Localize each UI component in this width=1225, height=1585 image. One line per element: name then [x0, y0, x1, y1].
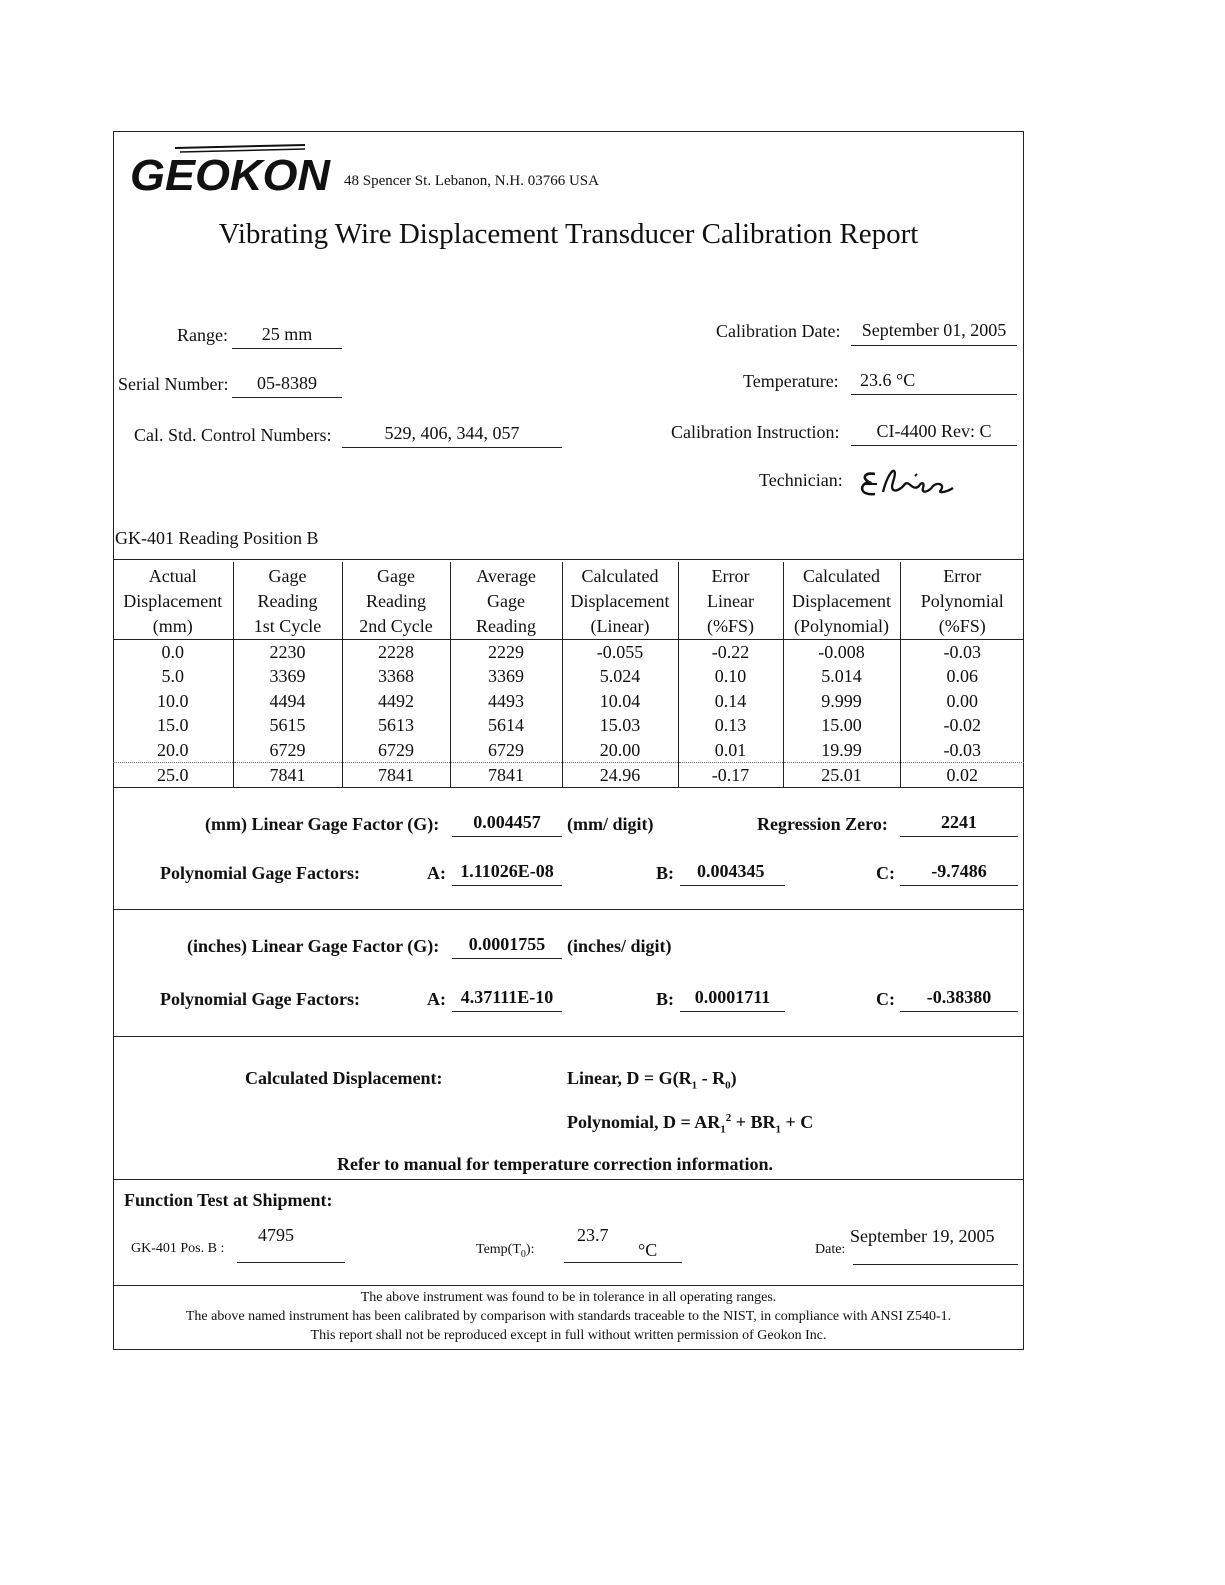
table-cell: 0.10: [678, 664, 783, 688]
table-cell: 0.02: [900, 763, 1024, 788]
inch-poly-a-value: 4.37111E-10: [452, 987, 562, 1012]
table-cell: 20.0: [157, 739, 189, 760]
table-cell: 0.06: [900, 664, 1024, 688]
table-cell: 0.0: [161, 642, 184, 662]
inch-linear-gage-factor-value: 0.0001755: [452, 934, 562, 959]
technician-label: Technician:: [759, 470, 843, 490]
table-cell: 0.13: [678, 713, 783, 737]
temp-t0-label: $Temp(T_0)$:: [476, 1242, 535, 1260]
table-cell: 20.00: [562, 738, 678, 763]
table-cell: -0.22: [678, 640, 783, 665]
table-cell: 3369: [450, 664, 562, 688]
calculated-displacement-label: Calculated Displacement:: [245, 1068, 443, 1088]
serial-number-label: Serial Number:: [118, 374, 229, 394]
mm-linear-gage-factor-value: 0.004457: [452, 812, 562, 837]
table-row: [113, 640, 1024, 665]
temperature-correction-note: Refer to manual for temperature correction information.: [337, 1154, 774, 1174]
header-calc-displacement-linear: Calculated Displacement (Linear): [562, 562, 678, 640]
table-cell: 0.01: [678, 738, 783, 763]
table-header-row: [113, 562, 1024, 640]
temp-t0-unit: °C: [638, 1240, 658, 1260]
table-cell: 0.00: [900, 689, 1024, 713]
header-average-gage-reading: Average Gage Reading: [450, 562, 562, 640]
table-cell: 24.96: [562, 763, 678, 788]
header-error-linear: Error Linear (%FS): [678, 562, 783, 640]
inch-linear-gage-factor-unit: (inches/ digit): [567, 936, 672, 956]
table-cell: 3369: [233, 664, 342, 688]
calibration-notice: The above named instrument has been calibrated by comparison with standards traceable to the NIST, in compliance with ANSI Z540-1.: [185, 1309, 952, 1324]
function-test-heading: Function Test at Shipment:: [124, 1190, 333, 1210]
table-row: [113, 763, 1024, 788]
inch-linear-gage-factor-label: (inches) Linear Gage Factor (G):: [187, 936, 440, 956]
table-cell: -0.17: [678, 763, 783, 788]
header-error-polynomial: Error Polynomial (%FS): [900, 562, 1024, 640]
table-cell: 15.00: [783, 713, 900, 737]
table-cell: 2230: [233, 640, 342, 665]
table-cell: -0.03: [900, 738, 1024, 763]
inch-poly-a-label: A:: [427, 989, 446, 1009]
table-cell: -0.02: [900, 713, 1024, 737]
temperature-label: Temperature:: [743, 371, 839, 391]
table-cell: 7841: [233, 763, 342, 788]
table-cell: -0.03: [900, 640, 1024, 665]
mm-poly-a-label: A:: [427, 863, 446, 883]
header-gage-reading-2nd: Gage Reading 2nd Cycle: [342, 562, 450, 640]
mm-poly-a-value: 1.11026E-08: [452, 861, 562, 886]
formula-divider-rule: [113, 1036, 1024, 1037]
shipment-date-label: Date:: [815, 1242, 846, 1257]
table-row: [113, 738, 1024, 763]
footer-divider-rule: [113, 1285, 1024, 1286]
factor-divider-rule: [113, 909, 1024, 910]
table-cell: 5.0: [161, 666, 184, 687]
table-cell: 4493: [450, 689, 562, 713]
table-cell: 5615: [233, 713, 342, 737]
table-cell: 6729: [233, 738, 342, 763]
table-cell: 5.024: [562, 664, 678, 688]
table-cell: 0.14: [678, 689, 783, 713]
mm-poly-b-value: 0.004345: [680, 861, 785, 886]
table-cell: 9.999: [783, 689, 900, 713]
table-bottom-rule: [113, 787, 1024, 788]
gk401-pos-label: GK-401 Pos. B :: [131, 1241, 225, 1256]
inch-poly-b-label: B:: [656, 989, 674, 1009]
table-cell: 6729: [342, 738, 450, 763]
table-cell: 2228: [342, 640, 450, 665]
inch-poly-b-value: 0.0001711: [680, 987, 785, 1012]
table-cell: 15.0: [157, 715, 189, 736]
table-row: [113, 689, 1024, 713]
range-label: Range:: [177, 325, 228, 345]
table-cell: 15.03: [562, 713, 678, 737]
technician-signature: [855, 462, 965, 504]
table-cell: 7841: [450, 763, 562, 788]
table-cell: 10.04: [562, 689, 678, 713]
company-address: 48 Spencer St. Lebanon, N.H. 03766 USA: [344, 173, 599, 189]
calibration-instruction-label: Calibration Instruction:: [671, 422, 840, 442]
table-cell: 5613: [342, 713, 450, 737]
table-row: [113, 664, 1024, 688]
table-cell: 25.0: [113, 763, 233, 788]
calibration-date-value: September 01, 2005: [851, 320, 1017, 346]
table-cell: 4494: [233, 689, 342, 713]
geokon-logo: [130, 140, 335, 195]
inch-poly-c-value: -0.38380: [900, 987, 1018, 1012]
svg-text:GEOKON: GEOKON: [130, 151, 332, 195]
table-cell: 25.01: [783, 763, 900, 788]
table-cell: 5.014: [783, 664, 900, 688]
function-test-divider-rule: [113, 1179, 1024, 1180]
header-calc-displacement-polynomial: Calculated Displacement (Polynomial): [783, 562, 900, 640]
table-cell: 4492: [342, 689, 450, 713]
calibration-instruction-value: CI-4400 Rev: C: [851, 421, 1017, 446]
mm-linear-gage-factor-label: (mm) Linear Gage Factor (G):: [205, 814, 440, 834]
table-row: [113, 713, 1024, 737]
table-cell: -0.008: [783, 640, 900, 665]
cal-std-value: 529, 406, 344, 057: [342, 423, 562, 448]
table-cell: 3368: [342, 664, 450, 688]
mm-linear-gage-factor-unit: (mm/ digit): [567, 814, 654, 834]
shipment-date-value: September 19, 2005: [850, 1226, 995, 1246]
table-cell: -0.055: [562, 640, 678, 665]
table-cell: 7841: [342, 763, 450, 788]
table-cell: 2229: [450, 640, 562, 665]
table-cell: 10.0: [157, 690, 189, 711]
table-top-rule: [113, 559, 1024, 560]
inch-polynomial-label: Polynomial Gage Factors:: [160, 989, 360, 1009]
report-title: Vibrating Wire Displacement Transducer Calibration Report: [218, 218, 919, 250]
header-gage-reading-1st: Gage Reading 1st Cycle: [233, 562, 342, 640]
table-cell: 6729: [450, 738, 562, 763]
header-actual-displacement: Actual Displacement (mm): [113, 562, 233, 640]
serial-number-value: 05-8389: [232, 373, 342, 398]
table-cell: 19.99: [783, 738, 900, 763]
mm-polynomial-label: Polynomial Gage Factors:: [160, 863, 360, 883]
reproduction-notice: This report shall not be reproduced except in full without written permission of Geokon Inc.: [310, 1328, 827, 1343]
linear-formula: Linear, $D = G(R_1 - R_0)$: [567, 1068, 737, 1092]
table-cell: 5614: [450, 713, 562, 737]
polynomial-formula: Polynomial, $D = AR_1^2 + BR_1 + C$: [567, 1112, 814, 1136]
temperature-value: 23.6 °C: [851, 370, 1017, 395]
gk401-pos-value: 4795: [258, 1225, 294, 1245]
calibration-date-label: Calibration Date:: [716, 321, 841, 341]
mm-poly-b-label: B:: [656, 863, 674, 883]
inch-poly-c-label: C:: [876, 989, 895, 1009]
tolerance-notice: The above instrument was found to be in tolerance in all operating ranges.: [360, 1290, 777, 1305]
temp-t0-value: 23.7: [577, 1225, 609, 1245]
range-value: 25 mm: [232, 324, 342, 349]
mm-poly-c-value: -9.7486: [900, 861, 1018, 886]
mm-poly-c-label: C:: [876, 863, 895, 883]
reading-position: GK-401 Reading Position B: [115, 528, 319, 548]
cal-std-label: Cal. Std. Control Numbers:: [134, 425, 332, 445]
regression-zero-value: 2241: [900, 812, 1018, 837]
regression-zero-label: Regression Zero:: [757, 814, 888, 834]
calibration-table: [113, 562, 1024, 787]
